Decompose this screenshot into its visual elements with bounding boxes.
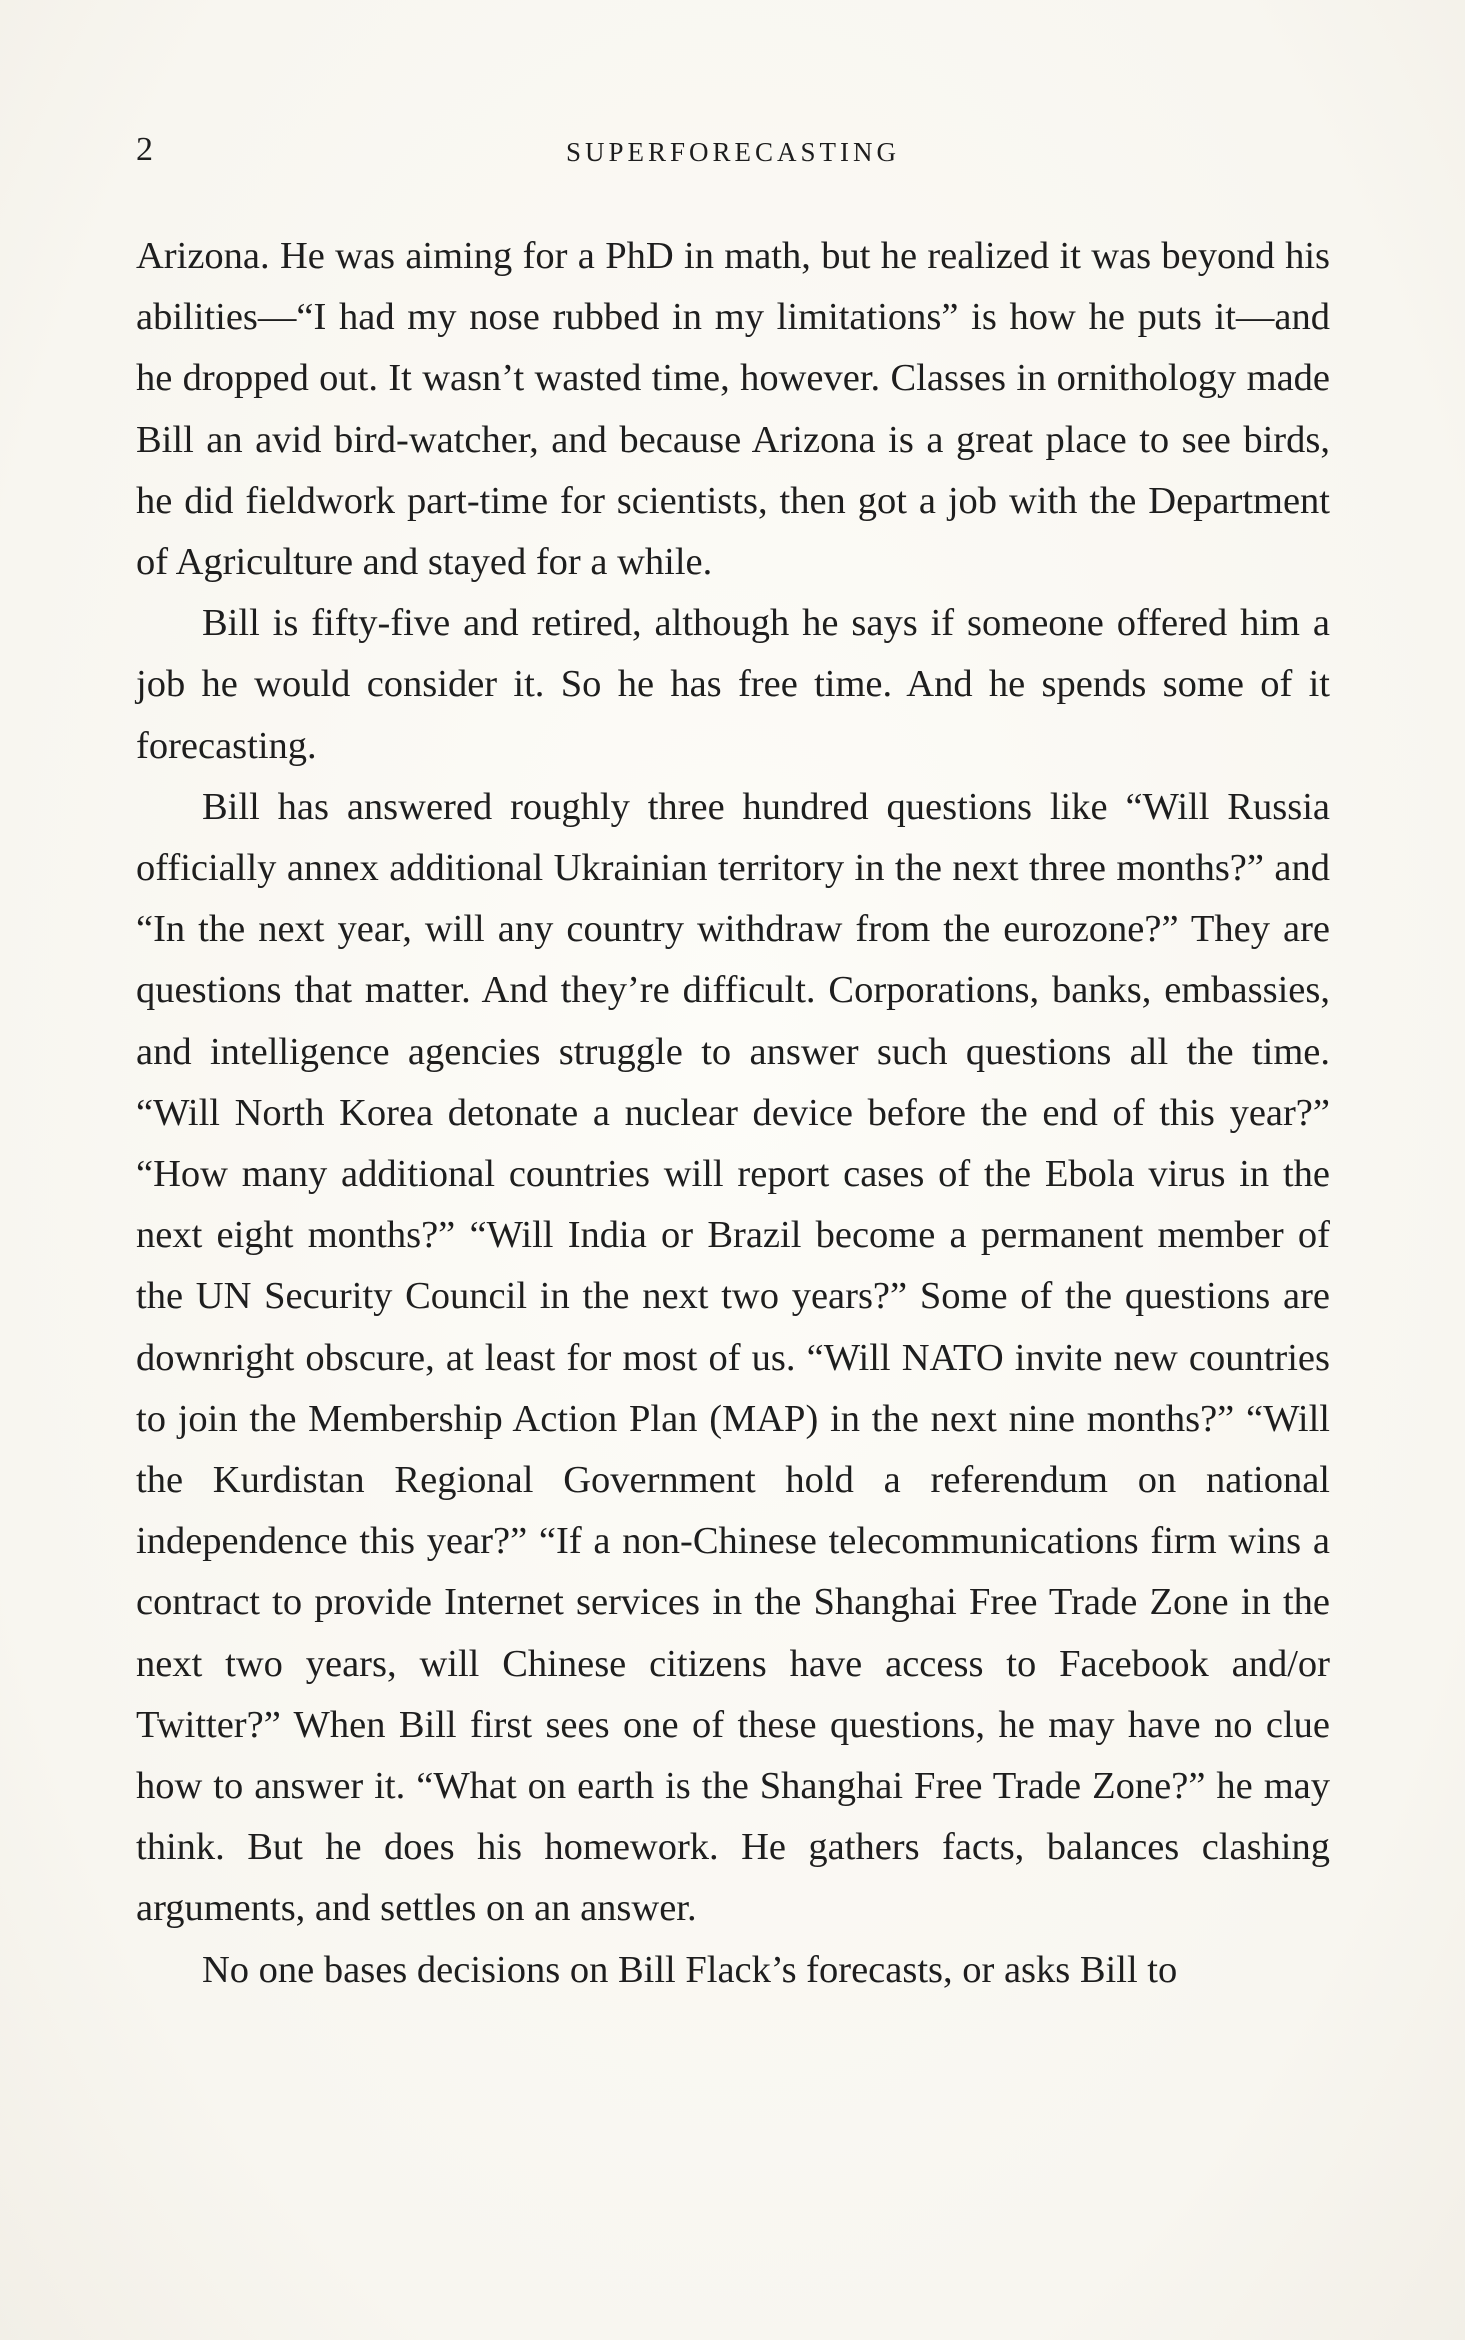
running-head (136, 128, 1330, 172)
paragraph-4: No one bases decisions on Bill Flack’s forecasts, or asks Bill to (202, 1948, 1178, 1991)
body-text (136, 226, 1330, 2001)
paragraph-3: Bill has answered roughly three hundred questions like “Will Russia officially annex additional Ukrainian territory in the next three months?” and “In the next year, will any country withdraw from the eurozone?” They are questions that matter. And they’re difficult. Corporations, banks, embassies, and intelligence agencies struggle to answer such questions all the time. “Will North Korea detonate a nuclear device before the end of this year?” “How many additional countries will report cases of the Ebola virus in the next eight months?” “Will India or Brazil become a permanent member of the UN Security Council in the next two years?” Some of the questions are downright obscure, at least for most of us. “Will NATO invite new countries to join the Membership Action Plan (MAP) in the next nine months?” “Will the Kurdistan Regional Government hold a referendum on national independence this year?” “If a non-Chinese telecommunications firm wins a contract to provide Internet services in the Shanghai Free Trade Zone in the next two years, will Chinese citizens have access to Facebook and/or Twitter?” When Bill first sees one of these questions, he may have no clue how to answer it. “What on earth is the Shanghai Free Trade Zone?” he may think. But he does his homework. He gathers facts, balances clashing arguments, and settles on an answer. (136, 785, 1330, 1930)
paragraph-2: Bill is fifty-five and retired, although he says if someone offered him a job he would consider it. So he has free time. And he spends some of it forecasting. (136, 602, 1330, 767)
book-title: SUPERFORECASTING (565, 137, 901, 167)
paragraph-1: Arizona. He was aiming for a PhD in math, but he realized it was beyond his abilities—“I had my nose rubbed in my limitations” is how he puts it—and he dropped out. It wasn’t wasted time, however. Classes in ornithology made Bill an avid bird-watcher, and because Arizona is a great place to see birds, he did fieldwork part-time for scientists, then got a job with the Department of Agriculture and stayed for a while. (136, 235, 1330, 584)
page-number: 2 (136, 131, 153, 168)
